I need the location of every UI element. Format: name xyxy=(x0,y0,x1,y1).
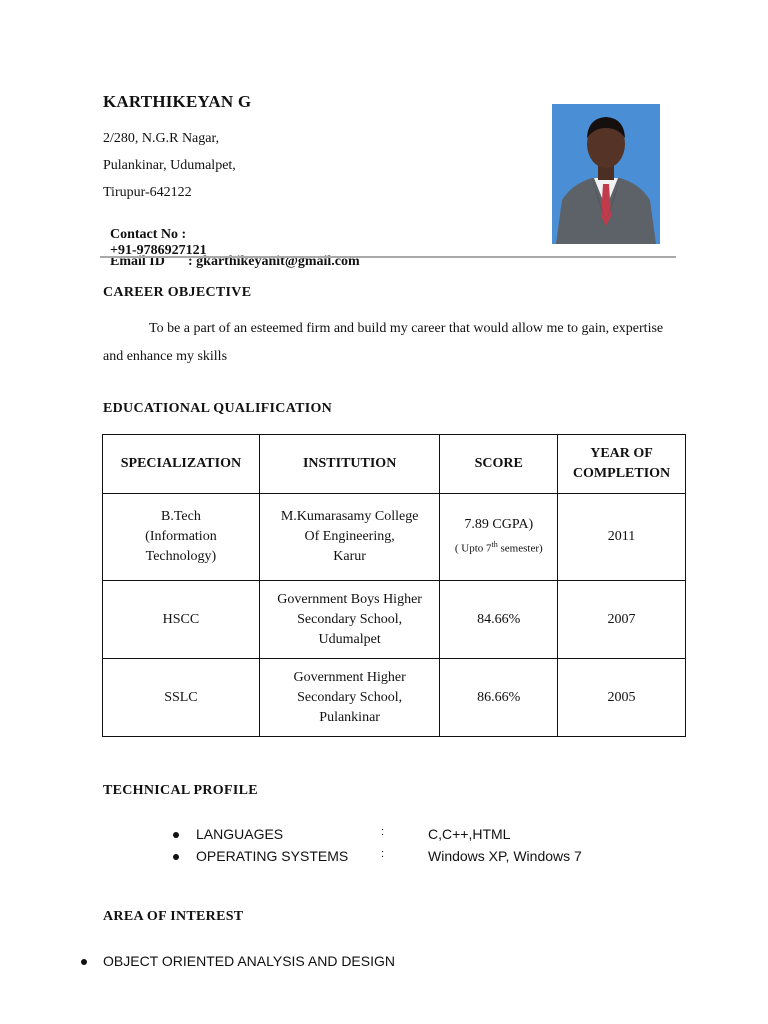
profile-photo-icon xyxy=(552,104,660,244)
email xyxy=(103,238,360,270)
year-cell: 2005 xyxy=(558,659,686,737)
address-line-1: 2/280, N.G.R Nagar, xyxy=(103,131,220,146)
institution-cell xyxy=(259,659,440,737)
tech-value: C,C++,HTML xyxy=(428,826,511,842)
tech-label: LANGUAGES xyxy=(196,826,284,842)
institution-cell xyxy=(259,494,440,581)
institution-line: Secondary School, xyxy=(297,689,403,705)
specialization-line: B.Tech xyxy=(161,509,201,524)
tech-separator: : xyxy=(381,826,385,838)
score-note-text: ( Upto 7 xyxy=(454,542,492,555)
email-value: : gkarthikeyanit@gmail.com xyxy=(188,254,360,269)
table-row xyxy=(103,659,686,737)
email-label: Email ID xyxy=(110,254,165,269)
list-item xyxy=(0,826,768,846)
area-of-interest-heading: AREA OF INTEREST xyxy=(103,909,244,924)
career-objective-heading: CAREER OBJECTIVE xyxy=(103,285,252,300)
column-header-year xyxy=(558,435,686,494)
contact-value: +91-9786927121 xyxy=(110,243,207,258)
specialization-cell xyxy=(103,494,260,581)
institution-line: M.Kumarasamy College xyxy=(280,509,419,524)
score-note-text: semester) xyxy=(497,542,543,555)
candidate-name: KARTHIKEYAN G xyxy=(103,92,252,111)
education-header-row xyxy=(103,435,686,494)
score-value: 7.89 CGPA) xyxy=(464,517,534,533)
score-note-sup: th xyxy=(491,540,498,550)
specialization-line: (Information xyxy=(145,529,217,544)
header-divider xyxy=(100,256,676,258)
column-header-institution: INSTITUTION xyxy=(259,435,440,494)
institution-line: Karur xyxy=(333,549,366,564)
technical-profile-heading: TECHNICAL PROFILE xyxy=(103,783,258,798)
list-item xyxy=(0,848,768,868)
bullet-icon xyxy=(173,854,179,860)
specialization-cell: SSLC xyxy=(103,659,260,737)
table-row xyxy=(103,581,686,659)
institution-line: Pulankinar xyxy=(319,709,380,725)
specialization-cell: HSCC xyxy=(103,581,260,659)
column-header-specialization: SPECIALIZATION xyxy=(103,435,260,494)
score-cell: 86.66% xyxy=(440,659,558,737)
institution-line: Secondary School, xyxy=(297,611,403,627)
address-line-3: Tirupur-642122 xyxy=(103,185,192,200)
institution-line: Of Engineering, xyxy=(304,529,395,544)
institution-cell xyxy=(259,581,440,659)
institution-line: Government Higher xyxy=(293,669,406,685)
score-cell: 84.66% xyxy=(440,581,558,659)
list-item xyxy=(0,953,768,973)
tech-separator: : xyxy=(381,848,385,860)
institution-line: Government Boys Higher xyxy=(277,591,422,607)
column-header-score: SCORE xyxy=(440,435,558,494)
score-note xyxy=(444,535,553,559)
column-header-year-label: YEAR OF COMPLETION xyxy=(572,446,671,481)
table-row xyxy=(103,494,686,581)
bullet-icon xyxy=(81,959,87,965)
profile-photo xyxy=(552,104,660,244)
education-table xyxy=(102,434,686,737)
education-heading: EDUCATIONAL QUALIFICATION xyxy=(103,401,333,416)
interest-item: OBJECT ORIENTED ANALYSIS AND DESIGN xyxy=(103,953,395,969)
year-cell: 2007 xyxy=(558,581,686,659)
contact-label: Contact No : xyxy=(110,227,187,242)
specialization-line: Technology) xyxy=(145,549,217,564)
bullet-icon xyxy=(173,832,179,838)
tech-label: OPERATING SYSTEMS xyxy=(196,848,349,864)
year-cell: 2011 xyxy=(558,494,686,581)
tech-value: Windows XP, Windows 7 xyxy=(428,848,582,864)
address-line-2: Pulankinar, Udumalpet, xyxy=(103,158,236,173)
score-cell xyxy=(440,494,558,581)
career-objective-text: To be a part of an esteemed firm and build my career that would allow me to gain, expertise and enhance my skills xyxy=(103,321,664,364)
institution-line: Udumalpet xyxy=(318,631,381,647)
